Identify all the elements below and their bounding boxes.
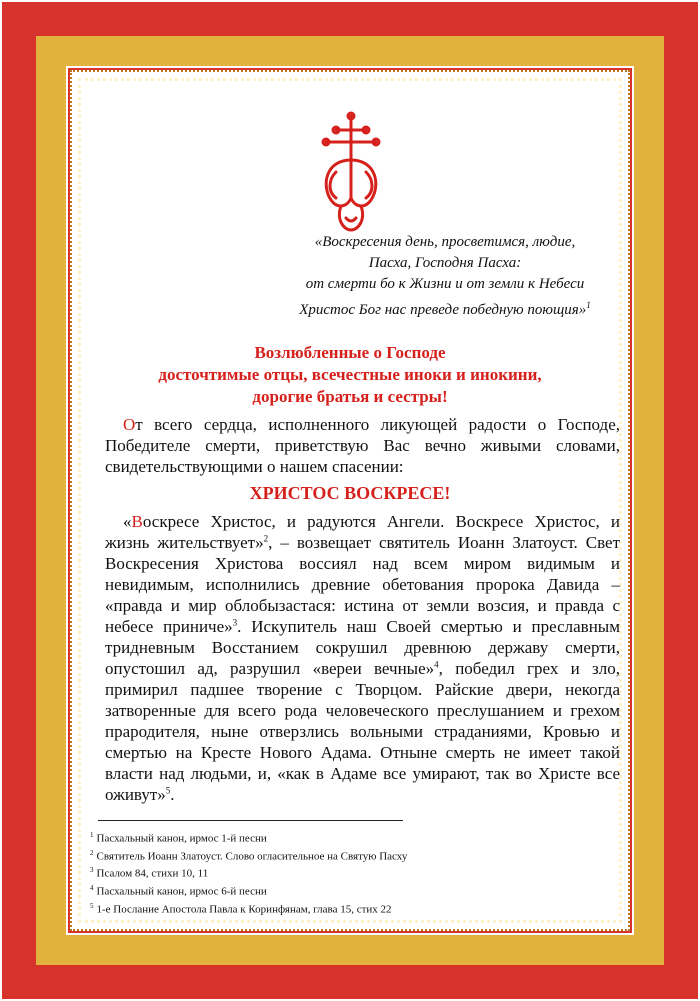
epigraph-line <box>280 295 610 321</box>
footnote-ref: 1 <box>586 300 591 310</box>
footnote-text: 1-е Послание Апостола Павла к Коринфянам, глава 15, стих 22 <box>96 903 392 916</box>
footnote <box>90 863 610 881</box>
footnote-text: Пасхальный канон, ирмос 6-й песни <box>96 885 267 898</box>
footnote-separator <box>98 820 403 821</box>
footnote-number: 3 <box>90 866 94 875</box>
epigraph-line: от смерти бо к Жизни и от земли к Небеси <box>305 276 585 292</box>
greeting-heading <box>80 342 620 408</box>
paragraph-text: . Искупитель наш Своей смертью и преславным тридневным Восстанием сокрушил древнюю державу смерти, опустошил ад, разрушил «вереи вечные» <box>105 617 620 678</box>
footnote-ref: 3 <box>232 617 238 628</box>
paragraph-text: , – возвещает святитель Иоанн Златоуст. Свет Воскресения Христова воссиял над всем миром видимым и невидимым, исполнились древние обетования пророка Давида – «правда и мир облобызастася: истина от земли возсия, и правда с небесе приниче» <box>105 533 620 636</box>
footnote <box>90 846 610 864</box>
paragraph-text: , победил грех и зло, примирил падшее творение с Творцом. Райские двери, некогда затворенные для всего рода человеческого преслушанием и грехом прародителя, ныне отверзлись вольными страданиями, Кровью и смертью на Кресте Нового Адама. Отныне смерть не имеет такой власти над людьми, и, «как в Адаме все умирают, так во Христе все оживут» <box>105 659 620 804</box>
footnote-ref: 5 <box>165 785 171 796</box>
paragraph-text: т всего сердца, исполненного ликующей радости о Господе, Победителе смерти, приветствую Вас вечно живыми словами, свидетельствующими о нашем спасении: <box>105 415 620 476</box>
footnote-number: 5 <box>90 901 94 910</box>
paragraph-text: оскресе Христос, и радуются Ангели. Воскресе Христос, и жизнь жительствует» <box>105 512 620 552</box>
footnote <box>90 899 610 917</box>
orthodox-cross-icon <box>306 110 396 240</box>
footnote-number: 2 <box>90 848 94 857</box>
footnotes <box>90 828 610 916</box>
quote-mark: « <box>123 512 132 531</box>
footnote <box>90 828 610 846</box>
epigraph-line: «Воскресения день, просветимся, людие, <box>314 234 576 250</box>
footnote-number: 4 <box>90 883 94 892</box>
christ-is-risen-headline: ХРИСТОС ВОСКРЕСЕ! <box>249 483 451 503</box>
drop-initial: В <box>131 512 143 531</box>
paragraph-intro <box>105 414 620 477</box>
epigraph-line-text: Христос Бог нас преведе победную поющия» <box>299 302 587 318</box>
footnote-text: Святитель Иоанн Златоуст. Слово огласительное на Святую Пасху <box>96 850 408 863</box>
greeting-line: Возлюбленные о Господе <box>254 343 446 362</box>
footnote-ref: 2 <box>263 533 269 544</box>
paragraph-text: . <box>170 785 175 804</box>
paragraph-main <box>105 511 620 805</box>
greeting-line: дорогие братья и сестры! <box>252 387 448 406</box>
easter-epigraph <box>280 232 610 321</box>
footnote-ref: 4 <box>434 659 439 670</box>
footnote-text: Псалом 84, стихи 10, 11 <box>96 867 209 880</box>
drop-initial: О <box>123 415 136 434</box>
greeting-line: досточтимые отцы, всечестные иноки и инокини, <box>158 365 542 384</box>
footnote-text: Пасхальный канон, ирмос 1-й песни <box>96 832 267 845</box>
footnote <box>90 881 610 899</box>
footnote-number: 1 <box>90 831 94 839</box>
epigraph-line: Пасха, Господня Пасха: <box>368 255 522 271</box>
